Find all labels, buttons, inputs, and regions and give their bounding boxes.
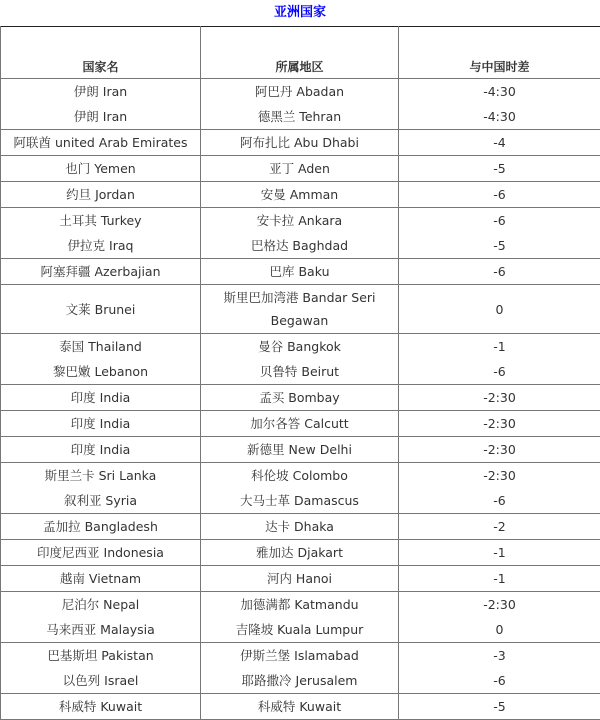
region-cell: 伊斯兰堡 Islamabad	[201, 643, 399, 669]
country-cell: 黎巴嫩 Lebanon	[1, 359, 201, 385]
region-cell: 加德满都 Katmandu	[201, 592, 399, 618]
table-row	[1, 668, 600, 694]
table-row	[1, 488, 600, 514]
country-cell: 印度尼西亚 Indonesia	[1, 540, 201, 566]
time-difference-cell: -5	[399, 233, 600, 259]
header-region: 所属地区	[201, 26, 399, 79]
region-cell: 河内 Hanoi	[201, 566, 399, 592]
region-cell: 亚丁 Aden	[201, 156, 399, 182]
country-cell: 文莱 Brunei	[1, 285, 201, 334]
country-cell: 伊朗 Iran	[1, 104, 201, 130]
time-difference-cell: -2:30	[399, 411, 600, 437]
region-cell: 新德里 New Delhi	[201, 437, 399, 463]
table-row	[1, 208, 600, 234]
region-cell: 斯里巴加湾港 Bandar Seri Begawan	[201, 285, 399, 334]
country-cell: 孟加拉 Bangladesh	[1, 514, 201, 540]
table-row	[1, 437, 600, 463]
table-row	[1, 411, 600, 437]
time-difference-cell: -1	[399, 334, 600, 360]
country-cell: 阿联酋 united Arab Emirates	[1, 130, 201, 156]
region-cell: 科威特 Kuwait	[201, 694, 399, 720]
country-cell: 以色列 Israel	[1, 668, 201, 694]
header-time-difference: 与中国时差	[399, 26, 600, 79]
table-row	[1, 463, 600, 489]
time-difference-cell: -4	[399, 130, 600, 156]
region-cell: 巴库 Baku	[201, 259, 399, 285]
table-row	[1, 259, 600, 285]
time-difference-cell: -4:30	[399, 79, 600, 105]
time-difference-cell: -2:30	[399, 437, 600, 463]
country-cell: 伊拉克 Iraq	[1, 233, 201, 259]
region-cell: 达卡 Dhaka	[201, 514, 399, 540]
country-cell: 越南 Vietnam	[1, 566, 201, 592]
table-row	[1, 285, 600, 334]
country-cell: 斯里兰卡 Sri Lanka	[1, 463, 201, 489]
country-cell: 叙利亚 Syria	[1, 488, 201, 514]
region-cell: 阿布扎比 Abu Dhabi	[201, 130, 399, 156]
time-difference-cell: -3	[399, 643, 600, 669]
time-difference-cell: -2:30	[399, 463, 600, 489]
page-title: 亚洲国家	[0, 0, 600, 27]
time-difference-cell: -2:30	[399, 592, 600, 618]
country-cell: 马来西亚 Malaysia	[1, 617, 201, 643]
country-cell: 阿塞拜疆 Azerbajian	[1, 259, 201, 285]
country-cell: 伊朗 Iran	[1, 79, 201, 105]
table-row	[1, 694, 600, 720]
region-cell: 贝鲁特 Beirut	[201, 359, 399, 385]
table-row	[1, 514, 600, 540]
region-cell: 孟买 Bombay	[201, 385, 399, 411]
table-row	[1, 79, 600, 105]
country-cell: 巴基斯坦 Pakistan	[1, 643, 201, 669]
region-cell: 耶路撒冷 Jerusalem	[201, 668, 399, 694]
table-row	[1, 182, 600, 208]
table-row	[1, 104, 600, 130]
table-row	[1, 617, 600, 643]
region-cell: 安曼 Amman	[201, 182, 399, 208]
table-body	[1, 79, 600, 720]
country-cell: 印度 India	[1, 411, 201, 437]
header-row	[1, 26, 600, 79]
country-cell: 尼泊尔 Nepal	[1, 592, 201, 618]
time-difference-cell: -6	[399, 488, 600, 514]
time-difference-cell: -5	[399, 156, 600, 182]
time-difference-cell: -2:30	[399, 385, 600, 411]
table-row	[1, 233, 600, 259]
table-row	[1, 156, 600, 182]
time-difference-cell: -4:30	[399, 104, 600, 130]
table-row	[1, 540, 600, 566]
region-cell: 曼谷 Bangkok	[201, 334, 399, 360]
timezone-table	[0, 26, 600, 720]
region-cell: 雅加达 Djakart	[201, 540, 399, 566]
region-cell: 阿巴丹 Abadan	[201, 79, 399, 105]
header-country: 国家名	[1, 26, 201, 79]
region-cell: 科伦坡 Colombo	[201, 463, 399, 489]
time-difference-cell: -5	[399, 694, 600, 720]
time-difference-cell: -6	[399, 668, 600, 694]
region-cell: 大马士革 Damascus	[201, 488, 399, 514]
time-difference-cell: 0	[399, 617, 600, 643]
region-cell: 吉隆坡 Kuala Lumpur	[201, 617, 399, 643]
time-difference-cell: -1	[399, 540, 600, 566]
region-cell: 德黑兰 Tehran	[201, 104, 399, 130]
country-cell: 土耳其 Turkey	[1, 208, 201, 234]
country-cell: 印度 India	[1, 385, 201, 411]
table-row	[1, 130, 600, 156]
table-row	[1, 359, 600, 385]
country-cell: 也门 Yemen	[1, 156, 201, 182]
time-difference-cell: 0	[399, 285, 600, 334]
table-row	[1, 592, 600, 618]
time-difference-cell: -6	[399, 259, 600, 285]
region-cell: 安卡拉 Ankara	[201, 208, 399, 234]
time-difference-cell: -6	[399, 182, 600, 208]
country-cell: 印度 India	[1, 437, 201, 463]
table-row	[1, 566, 600, 592]
region-cell: 加尔各答 Calcutt	[201, 411, 399, 437]
time-difference-cell: -2	[399, 514, 600, 540]
country-cell: 约旦 Jordan	[1, 182, 201, 208]
time-difference-cell: -6	[399, 359, 600, 385]
table-row	[1, 385, 600, 411]
time-difference-cell: -1	[399, 566, 600, 592]
region-cell: 巴格达 Baghdad	[201, 233, 399, 259]
country-cell: 科威特 Kuwait	[1, 694, 201, 720]
time-difference-cell: -6	[399, 208, 600, 234]
country-cell: 泰国 Thailand	[1, 334, 201, 360]
table-row	[1, 334, 600, 360]
table-row	[1, 643, 600, 669]
